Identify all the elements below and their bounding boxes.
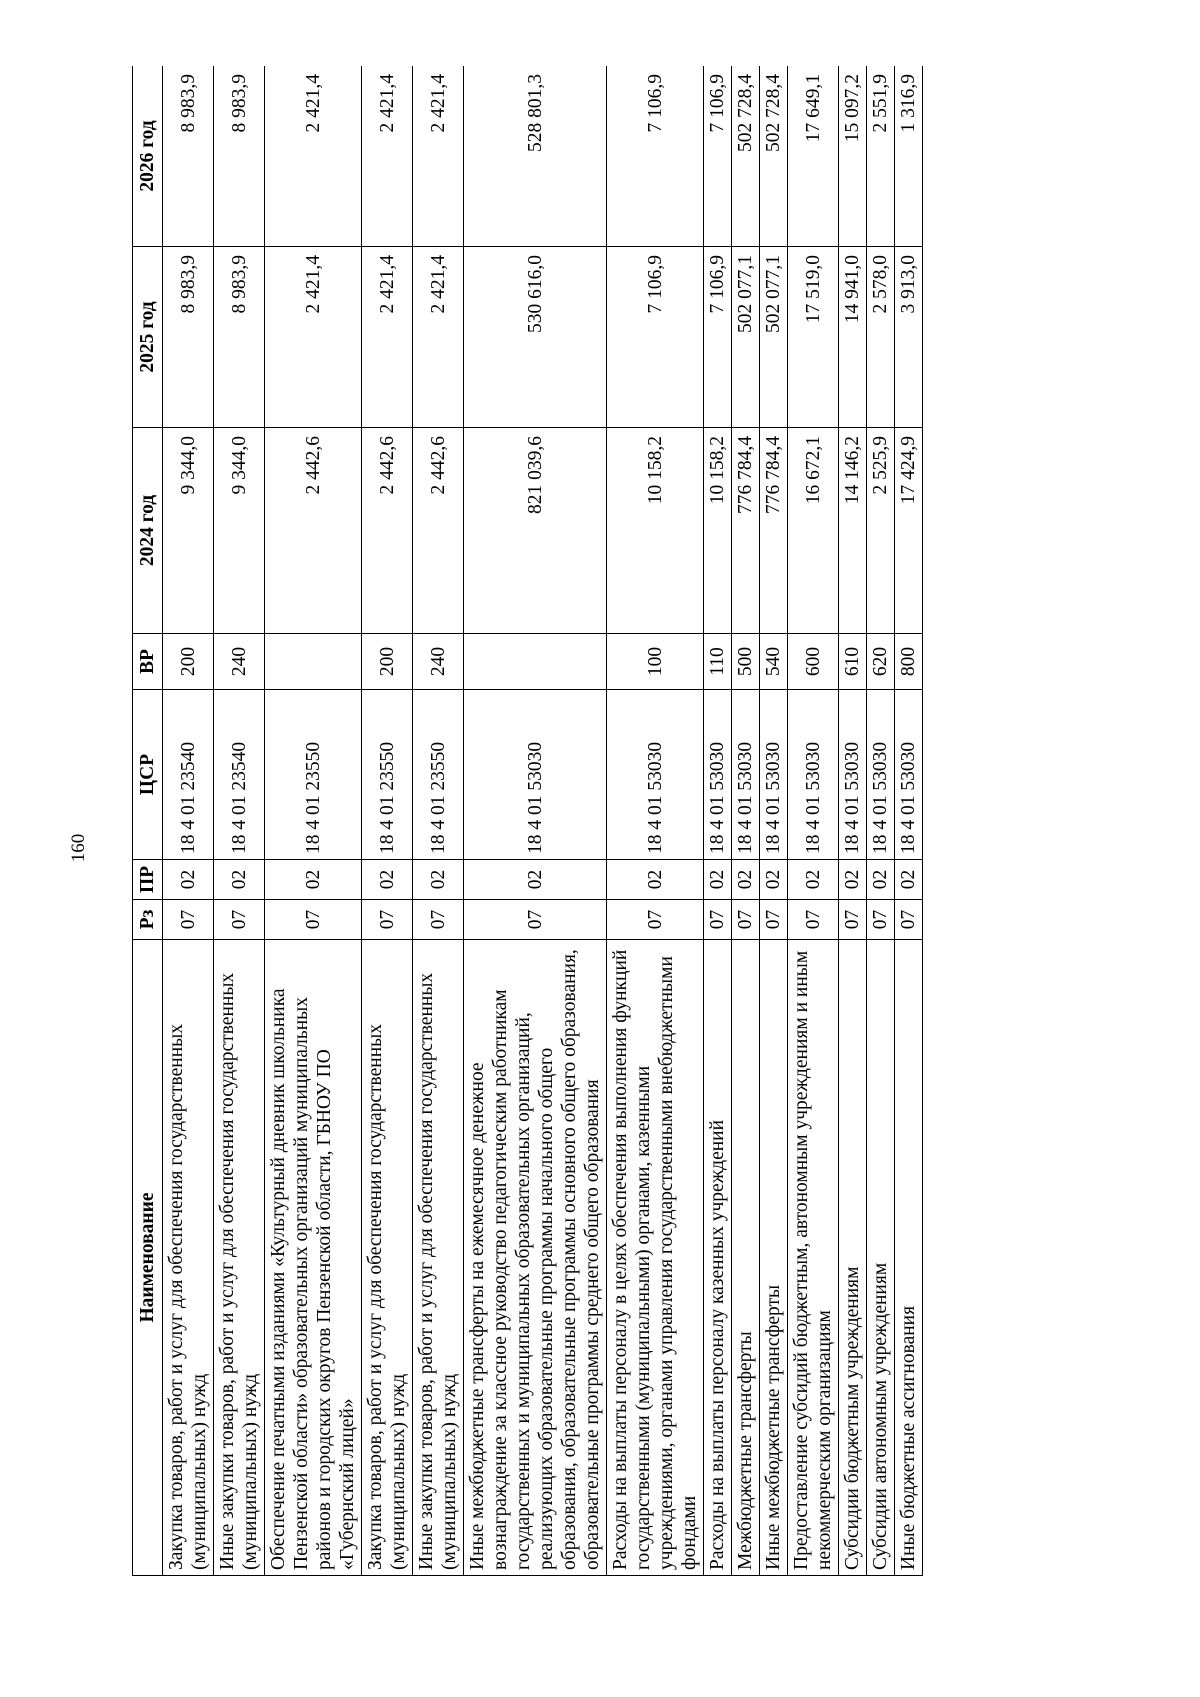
cell-vr: 240 [214, 634, 265, 690]
cell-2024: 9 344,0 [163, 428, 214, 634]
cell-rz: 07 [464, 900, 607, 940]
cell-2025: 3 913,0 [895, 247, 923, 428]
cell-2025: 14 941,0 [839, 247, 867, 428]
cell-csr: 18 4 01 53030 [607, 690, 704, 860]
rotated-table-frame [132, 66, 1086, 1576]
table-row [704, 66, 732, 1576]
cell-2024: 2 525,9 [867, 428, 895, 634]
cell-rz: 07 [895, 900, 923, 940]
cell-csr: 18 4 01 53030 [788, 690, 839, 860]
cell-pr: 02 [704, 860, 732, 900]
cell-name: Субсидии бюджетным учреждениям [839, 940, 867, 1576]
cell-name: Иные межбюджетные трансферты на ежемесячное денежное вознаграждение за классное руководство педагогическим работникам государственных и муниципальных образовательных организаций, реализующих образовательные программы начального общего образования, образовательные программы основного общего образования, образовательные программы среднего общего образования [464, 940, 607, 1576]
cell-2024: 17 424,9 [895, 428, 923, 634]
cell-pr: 02 [265, 860, 362, 900]
cell-csr: 18 4 01 53030 [839, 690, 867, 860]
cell-2026: 502 728,4 [732, 66, 760, 247]
table-body [163, 66, 923, 1576]
table-header-row [133, 66, 163, 1576]
table-row [362, 66, 413, 1576]
cell-2024: 14 146,2 [839, 428, 867, 634]
table-row [464, 66, 607, 1576]
cell-vr: 800 [895, 634, 923, 690]
cell-name: Предоставление субсидий бюджетным, автономным учреждениям и иным некоммерческим организациям [788, 940, 839, 1576]
cell-name: Расходы на выплаты персоналу казенных учреждений [704, 940, 732, 1576]
cell-2026: 17 649,1 [788, 66, 839, 247]
cell-pr: 02 [413, 860, 464, 900]
cell-name: Иные бюджетные ассигнования [895, 940, 923, 1576]
cell-name: Закупка товаров, работ и услуг для обеспечения государственных (муниципальных) нужд [362, 940, 413, 1576]
cell-vr [464, 634, 607, 690]
cell-2026: 1 316,9 [895, 66, 923, 247]
cell-2026: 8 983,9 [163, 66, 214, 247]
table-row [788, 66, 839, 1576]
cell-rz: 07 [163, 900, 214, 940]
cell-vr: 110 [704, 634, 732, 690]
budget-table [132, 66, 923, 1576]
cell-csr: 18 4 01 53030 [704, 690, 732, 860]
cell-name: Межбюджетные трансферты [732, 940, 760, 1576]
cell-2026: 2 551,9 [867, 66, 895, 247]
cell-2026: 7 106,9 [607, 66, 704, 247]
cell-pr: 02 [760, 860, 788, 900]
table-row [760, 66, 788, 1576]
cell-name: Субсидии автономным учреждениям [867, 940, 895, 1576]
cell-pr: 02 [839, 860, 867, 900]
cell-pr: 02 [788, 860, 839, 900]
table-row [867, 66, 895, 1576]
cell-2024: 776 784,4 [732, 428, 760, 634]
cell-2026: 502 728,4 [760, 66, 788, 247]
cell-csr: 18 4 01 23540 [163, 690, 214, 860]
cell-2025: 8 983,9 [214, 247, 265, 428]
cell-2024: 2 442,6 [413, 428, 464, 634]
cell-rz: 07 [704, 900, 732, 940]
cell-2025: 7 106,9 [607, 247, 704, 428]
table-container [132, 66, 1086, 1576]
cell-csr: 18 4 01 23550 [362, 690, 413, 860]
cell-vr: 620 [867, 634, 895, 690]
header-2024: 2024 год [133, 428, 163, 634]
cell-rz: 07 [788, 900, 839, 940]
cell-2024: 10 158,2 [704, 428, 732, 634]
cell-rz: 07 [607, 900, 704, 940]
table-row [895, 66, 923, 1576]
table-row [214, 66, 265, 1576]
cell-rz: 07 [214, 900, 265, 940]
cell-2024: 9 344,0 [214, 428, 265, 634]
cell-csr: 18 4 01 53030 [732, 690, 760, 860]
cell-pr: 02 [214, 860, 265, 900]
table-row [163, 66, 214, 1576]
cell-rz: 07 [362, 900, 413, 940]
header-rz: Рз [133, 900, 163, 940]
header-csr: ЦСР [133, 690, 163, 860]
cell-name: Иные межбюджетные трансферты [760, 940, 788, 1576]
cell-csr: 18 4 01 53030 [760, 690, 788, 860]
cell-pr: 02 [464, 860, 607, 900]
cell-name: Обеспечение печатными изданиями «Культурный дневник школьника Пензенской области» образовательных организаций муниципальных районов и городских округов Пензенской области, ГБНОУ ПО «Губернский лицей» [265, 940, 362, 1576]
cell-2025: 17 519,0 [788, 247, 839, 428]
cell-name: Иные закупки товаров, работ и услуг для обеспечения государственных (муниципальных) нужд [413, 940, 464, 1576]
cell-csr: 18 4 01 53030 [867, 690, 895, 860]
page-number: 160 [68, 833, 89, 863]
cell-csr: 18 4 01 53030 [895, 690, 923, 860]
cell-2025: 530 616,0 [464, 247, 607, 428]
cell-2026: 15 097,2 [839, 66, 867, 247]
cell-2025: 502 077,1 [760, 247, 788, 428]
cell-2024: 2 442,6 [265, 428, 362, 634]
cell-pr: 02 [607, 860, 704, 900]
cell-2026: 2 421,4 [265, 66, 362, 247]
cell-rz: 07 [265, 900, 362, 940]
cell-pr: 02 [362, 860, 413, 900]
cell-rz: 07 [839, 900, 867, 940]
cell-pr: 02 [867, 860, 895, 900]
cell-vr: 100 [607, 634, 704, 690]
cell-vr: 540 [760, 634, 788, 690]
cell-pr: 02 [732, 860, 760, 900]
cell-csr: 18 4 01 23550 [413, 690, 464, 860]
cell-2026: 7 106,9 [704, 66, 732, 247]
cell-2026: 2 421,4 [362, 66, 413, 247]
table-row [732, 66, 760, 1576]
cell-name: Иные закупки товаров, работ и услуг для обеспечения государственных (муниципальных) нужд [214, 940, 265, 1576]
cell-2025: 2 421,4 [265, 247, 362, 428]
cell-2026: 2 421,4 [413, 66, 464, 247]
header-2026: 2026 год [133, 66, 163, 247]
table-row [265, 66, 362, 1576]
cell-2025: 7 106,9 [704, 247, 732, 428]
cell-vr: 610 [839, 634, 867, 690]
header-vr: ВР [133, 634, 163, 690]
cell-2024: 16 672,1 [788, 428, 839, 634]
table-row [839, 66, 867, 1576]
cell-vr: 240 [413, 634, 464, 690]
table-row [413, 66, 464, 1576]
cell-2024: 10 158,2 [607, 428, 704, 634]
cell-vr [265, 634, 362, 690]
cell-2024: 821 039,6 [464, 428, 607, 634]
cell-rz: 07 [732, 900, 760, 940]
cell-2025: 2 421,4 [362, 247, 413, 428]
cell-csr: 18 4 01 53030 [464, 690, 607, 860]
cell-pr: 02 [163, 860, 214, 900]
cell-2025: 8 983,9 [163, 247, 214, 428]
cell-2026: 8 983,9 [214, 66, 265, 247]
cell-2026: 528 801,3 [464, 66, 607, 247]
cell-csr: 18 4 01 23550 [265, 690, 362, 860]
cell-rz: 07 [760, 900, 788, 940]
cell-vr: 200 [362, 634, 413, 690]
table-row [607, 66, 704, 1576]
cell-rz: 07 [413, 900, 464, 940]
cell-vr: 200 [163, 634, 214, 690]
cell-2025: 2 578,0 [867, 247, 895, 428]
cell-2024: 776 784,4 [760, 428, 788, 634]
cell-rz: 07 [867, 900, 895, 940]
cell-csr: 18 4 01 23540 [214, 690, 265, 860]
header-name: Наименование [133, 940, 163, 1576]
header-pr: ПР [133, 860, 163, 900]
cell-pr: 02 [895, 860, 923, 900]
cell-name: Расходы на выплаты персоналу в целях обеспечения выполнения функций государственными (муниципальными) органами, казенными учреждениями, органами управления государственными внебюджетными фондами [607, 940, 704, 1576]
cell-vr: 500 [732, 634, 760, 690]
cell-vr: 600 [788, 634, 839, 690]
cell-2025: 2 421,4 [413, 247, 464, 428]
cell-2025: 502 077,1 [732, 247, 760, 428]
cell-2024: 2 442,6 [362, 428, 413, 634]
cell-name: Закупка товаров, работ и услуг для обеспечения государственных (муниципальных) нужд [163, 940, 214, 1576]
header-2025: 2025 год [133, 247, 163, 428]
